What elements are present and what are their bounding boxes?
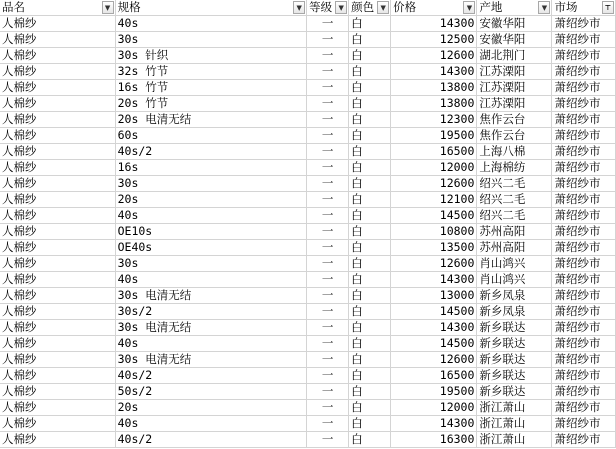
filter-dropdown-icon[interactable]: ▼ [335,1,347,14]
cell-product-name[interactable]: 人棉纱 [0,256,115,272]
cell-color[interactable]: 白 [349,144,391,160]
cell-color[interactable]: 白 [349,304,391,320]
cell-price[interactable]: 13800 [391,80,477,96]
filter-dropdown-icon[interactable]: ▼ [538,1,550,14]
cell-product-name[interactable]: 人棉纱 [0,32,115,48]
table-row [0,208,616,224]
cell-price[interactable]: 19500 [391,384,477,400]
table-row [0,240,616,256]
header-label: 市场 [554,0,578,15]
header-label: 等级 [309,0,333,15]
cell-origin[interactable]: 浙江萧山 [477,432,552,448]
cell-market[interactable]: 萧绍纱市 [552,272,616,288]
cell-spec[interactable]: 30s 电清无结 [115,352,307,368]
cell-origin[interactable]: 绍兴二毛 [477,208,552,224]
cell-spec[interactable]: OE10s [115,224,307,240]
header-label: 颜色 [351,0,375,15]
cell-price[interactable]: 14500 [391,336,477,352]
cell-origin[interactable]: 江苏溧阳 [477,80,552,96]
cell-price[interactable]: 12600 [391,48,477,64]
cell-grade[interactable]: 一 [307,256,349,272]
cell-market[interactable]: 萧绍纱市 [552,208,616,224]
cell-price[interactable]: 14500 [391,208,477,224]
cell-origin[interactable]: 新乡凤泉 [477,288,552,304]
cell-spec[interactable]: 30s 电清无结 [115,320,307,336]
table-row [0,336,616,352]
cell-grade[interactable]: 一 [307,320,349,336]
table-row [0,384,616,400]
cell-grade[interactable]: 一 [307,400,349,416]
filter-dropdown-icon[interactable]: ▼ [102,1,114,14]
cell-origin[interactable]: 新乡联达 [477,320,552,336]
cell-market[interactable]: 萧绍纱市 [552,320,616,336]
cell-color[interactable]: 白 [349,416,391,432]
cell-origin[interactable]: 绍兴二毛 [477,192,552,208]
cell-product-name[interactable]: 人棉纱 [0,432,115,448]
cell-market[interactable]: 萧绍纱市 [552,192,616,208]
cell-price[interactable]: 13000 [391,288,477,304]
cell-color[interactable]: 白 [349,368,391,384]
table-row [0,16,616,32]
header-market[interactable] [552,0,616,16]
cell-market[interactable]: 萧绍纱市 [552,288,616,304]
cell-market[interactable]: 萧绍纱市 [552,432,616,448]
cell-spec[interactable]: 20s [115,400,307,416]
cell-product-name[interactable]: 人棉纱 [0,144,115,160]
cell-product-name[interactable]: 人棉纱 [0,96,115,112]
table-row [0,112,616,128]
cell-product-name[interactable]: 人棉纱 [0,320,115,336]
cell-market[interactable]: 萧绍纱市 [552,128,616,144]
table-row [0,96,616,112]
cell-market[interactable]: 萧绍纱市 [552,224,616,240]
header-label: 价格 [393,0,417,15]
cell-grade[interactable]: 一 [307,16,349,32]
cell-grade[interactable]: 一 [307,80,349,96]
cell-price[interactable]: 12500 [391,32,477,48]
cell-color[interactable]: 白 [349,432,391,448]
cell-price[interactable]: 12600 [391,256,477,272]
cell-price[interactable]: 12300 [391,112,477,128]
cell-origin[interactable]: 江苏溧阳 [477,96,552,112]
cell-spec[interactable]: 16s [115,160,307,176]
cell-spec[interactable]: 30s [115,176,307,192]
cell-spec[interactable]: 30s [115,32,307,48]
cell-spec[interactable]: 30s 针织 [115,48,307,64]
cell-origin[interactable]: 安徽华阳 [477,32,552,48]
cell-price[interactable]: 16500 [391,144,477,160]
table-row [0,128,616,144]
cell-spec[interactable]: 20s 竹节 [115,96,307,112]
cell-color[interactable]: 白 [349,384,391,400]
table-row [0,80,616,96]
cell-grade[interactable]: 一 [307,32,349,48]
cell-origin[interactable]: 绍兴二毛 [477,176,552,192]
header-grade[interactable] [307,0,349,16]
cell-origin[interactable]: 肖山鸿兴 [477,256,552,272]
cell-origin[interactable]: 新乡联达 [477,384,552,400]
table-row [0,288,616,304]
cell-grade[interactable]: 一 [307,416,349,432]
cell-origin[interactable]: 江苏溧阳 [477,64,552,80]
cell-origin[interactable]: 上海八棉 [477,144,552,160]
header-origin[interactable] [477,0,552,16]
header-label: 规格 [117,0,141,15]
cell-grade[interactable]: 一 [307,160,349,176]
filter-active-icon[interactable]: ⊤ [602,1,614,14]
cell-grade[interactable]: 一 [307,112,349,128]
cell-price[interactable]: 13800 [391,96,477,112]
cell-price[interactable]: 14300 [391,16,477,32]
cell-origin[interactable]: 苏州高阳 [477,224,552,240]
cell-market[interactable]: 萧绍纱市 [552,416,616,432]
cell-color[interactable]: 白 [349,32,391,48]
cell-color[interactable]: 白 [349,320,391,336]
cell-price[interactable]: 12000 [391,400,477,416]
cell-color[interactable]: 白 [349,128,391,144]
table-row [0,416,616,432]
header-row [0,0,616,16]
cell-product-name[interactable]: 人棉纱 [0,112,115,128]
cell-origin[interactable]: 新乡凤泉 [477,304,552,320]
cell-product-name[interactable]: 人棉纱 [0,176,115,192]
table-row [0,192,616,208]
cell-grade[interactable]: 一 [307,192,349,208]
header-color[interactable] [349,0,391,16]
table-row [0,320,616,336]
cell-color[interactable]: 白 [349,208,391,224]
cell-grade[interactable]: 一 [307,336,349,352]
cell-origin[interactable]: 安徽华阳 [477,16,552,32]
cell-spec[interactable]: 32s 竹节 [115,64,307,80]
cell-color[interactable]: 白 [349,240,391,256]
cell-price[interactable]: 14500 [391,304,477,320]
table-row [0,48,616,64]
table-row [0,160,616,176]
cell-grade[interactable]: 一 [307,64,349,80]
cell-origin[interactable]: 上海棉纺 [477,160,552,176]
cell-color[interactable]: 白 [349,400,391,416]
cell-origin[interactable]: 肖山鸿兴 [477,272,552,288]
table-row [0,256,616,272]
cell-origin[interactable]: 新乡联达 [477,336,552,352]
cell-product-name[interactable]: 人棉纱 [0,384,115,400]
cell-product-name[interactable]: 人棉纱 [0,16,115,32]
cell-color[interactable]: 白 [349,288,391,304]
cell-product-name[interactable]: 人棉纱 [0,240,115,256]
table-row [0,32,616,48]
header-price[interactable] [391,0,477,16]
cell-product-name[interactable]: 人棉纱 [0,336,115,352]
cell-product-name[interactable]: 人棉纱 [0,272,115,288]
cell-grade[interactable]: 一 [307,208,349,224]
cell-price[interactable]: 13500 [391,240,477,256]
cell-price[interactable]: 14300 [391,320,477,336]
cell-grade[interactable]: 一 [307,288,349,304]
cell-spec[interactable]: 50s/2 [115,384,307,400]
header-label: 品名 [2,0,25,15]
cell-market[interactable]: 萧绍纱市 [552,32,616,48]
cell-spec[interactable]: 30s [115,256,307,272]
cell-spec[interactable]: 60s [115,128,307,144]
cell-product-name[interactable]: 人棉纱 [0,64,115,80]
cell-color[interactable]: 白 [349,80,391,96]
cell-grade[interactable]: 一 [307,48,349,64]
cell-spec[interactable]: 20s 电清无结 [115,112,307,128]
cell-product-name[interactable]: 人棉纱 [0,208,115,224]
cell-market[interactable]: 萧绍纱市 [552,400,616,416]
cell-market[interactable]: 萧绍纱市 [552,64,616,80]
cell-price[interactable]: 12000 [391,160,477,176]
cell-grade[interactable]: 一 [307,240,349,256]
cell-origin[interactable]: 新乡联达 [477,368,552,384]
cell-market[interactable]: 萧绍纱市 [552,304,616,320]
cell-product-name[interactable]: 人棉纱 [0,400,115,416]
table-row [0,400,616,416]
cell-product-name[interactable]: 人棉纱 [0,224,115,240]
cell-product-name[interactable]: 人棉纱 [0,192,115,208]
cell-spec[interactable]: 40s [115,16,307,32]
filter-dropdown-icon[interactable]: ▼ [293,1,305,14]
cell-color[interactable]: 白 [349,96,391,112]
cell-spec[interactable]: 40s/2 [115,368,307,384]
cell-price[interactable]: 10800 [391,224,477,240]
cell-price[interactable]: 14300 [391,64,477,80]
cell-market[interactable]: 萧绍纱市 [552,256,616,272]
cell-color[interactable]: 白 [349,16,391,32]
cell-market[interactable]: 萧绍纱市 [552,80,616,96]
cell-product-name[interactable]: 人棉纱 [0,160,115,176]
cell-grade[interactable]: 一 [307,304,349,320]
cell-spec[interactable]: 40s/2 [115,432,307,448]
table-row [0,368,616,384]
cell-product-name[interactable]: 人棉纱 [0,352,115,368]
cell-spec[interactable]: 16s 竹节 [115,80,307,96]
cell-spec[interactable]: 40s [115,272,307,288]
filter-dropdown-icon[interactable]: ▼ [377,1,389,14]
cell-grade[interactable]: 一 [307,368,349,384]
cell-spec[interactable]: 30s/2 [115,304,307,320]
cell-color[interactable]: 白 [349,224,391,240]
cell-market[interactable]: 萧绍纱市 [552,368,616,384]
cell-price[interactable]: 16500 [391,368,477,384]
cell-product-name[interactable]: 人棉纱 [0,368,115,384]
table-row [0,304,616,320]
cell-grade[interactable]: 一 [307,384,349,400]
cell-color[interactable]: 白 [349,352,391,368]
cell-market[interactable]: 萧绍纱市 [552,176,616,192]
table-row [0,144,616,160]
cell-price[interactable]: 14300 [391,416,477,432]
cell-color[interactable]: 白 [349,272,391,288]
cell-market[interactable]: 萧绍纱市 [552,48,616,64]
cell-origin[interactable]: 苏州高阳 [477,240,552,256]
table-row [0,432,616,448]
cell-color[interactable]: 白 [349,336,391,352]
cell-market[interactable]: 萧绍纱市 [552,384,616,400]
cell-origin[interactable]: 湖北荆门 [477,48,552,64]
cell-market[interactable]: 萧绍纱市 [552,16,616,32]
table-row [0,224,616,240]
cell-origin[interactable]: 新乡联达 [477,352,552,368]
cell-product-name[interactable]: 人棉纱 [0,80,115,96]
cell-product-name[interactable]: 人棉纱 [0,304,115,320]
cell-origin[interactable]: 焦作云台 [477,128,552,144]
cell-product-name[interactable]: 人棉纱 [0,128,115,144]
cell-color[interactable]: 白 [349,176,391,192]
cell-market[interactable]: 萧绍纱市 [552,112,616,128]
cell-price[interactable]: 12100 [391,192,477,208]
cell-color[interactable]: 白 [349,160,391,176]
cell-grade[interactable]: 一 [307,224,349,240]
cell-product-name[interactable]: 人棉纱 [0,416,115,432]
cell-color[interactable]: 白 [349,192,391,208]
cell-color[interactable]: 白 [349,64,391,80]
cell-spec[interactable]: OE40s [115,240,307,256]
cell-grade[interactable]: 一 [307,272,349,288]
cell-spec[interactable]: 30s 电清无结 [115,288,307,304]
cell-color[interactable]: 白 [349,256,391,272]
cell-origin[interactable]: 浙江萧山 [477,400,552,416]
cell-grade[interactable]: 一 [307,432,349,448]
cell-origin[interactable]: 浙江萧山 [477,416,552,432]
cell-price[interactable]: 14300 [391,272,477,288]
cell-price[interactable]: 12600 [391,176,477,192]
cell-market[interactable]: 萧绍纱市 [552,144,616,160]
table-row [0,176,616,192]
cell-spec[interactable]: 40s [115,416,307,432]
header-spec[interactable] [115,0,307,16]
cell-product-name[interactable]: 人棉纱 [0,288,115,304]
cell-grade[interactable]: 一 [307,128,349,144]
cell-market[interactable]: 萧绍纱市 [552,352,616,368]
cell-grade[interactable]: 一 [307,176,349,192]
filter-dropdown-icon[interactable]: ▼ [463,1,475,14]
cell-product-name[interactable]: 人棉纱 [0,48,115,64]
table-row [0,272,616,288]
table-row [0,352,616,368]
cell-spec[interactable]: 20s [115,192,307,208]
cell-grade[interactable]: 一 [307,352,349,368]
header-label: 产地 [479,0,503,15]
header-product-name[interactable] [0,0,115,16]
cell-origin[interactable]: 焦作云台 [477,112,552,128]
cell-market[interactable]: 萧绍纱市 [552,336,616,352]
cell-grade[interactable]: 一 [307,96,349,112]
cell-price[interactable]: 19500 [391,128,477,144]
cell-price[interactable]: 16300 [391,432,477,448]
cell-market[interactable]: 萧绍纱市 [552,96,616,112]
cell-market[interactable]: 萧绍纱市 [552,160,616,176]
cell-spec[interactable]: 40s [115,336,307,352]
table-row [0,64,616,80]
cell-price[interactable]: 12600 [391,352,477,368]
cell-spec[interactable]: 40s [115,208,307,224]
cell-spec[interactable]: 40s/2 [115,144,307,160]
cell-market[interactable]: 萧绍纱市 [552,240,616,256]
cell-grade[interactable]: 一 [307,144,349,160]
cell-color[interactable]: 白 [349,112,391,128]
cell-color[interactable]: 白 [349,48,391,64]
